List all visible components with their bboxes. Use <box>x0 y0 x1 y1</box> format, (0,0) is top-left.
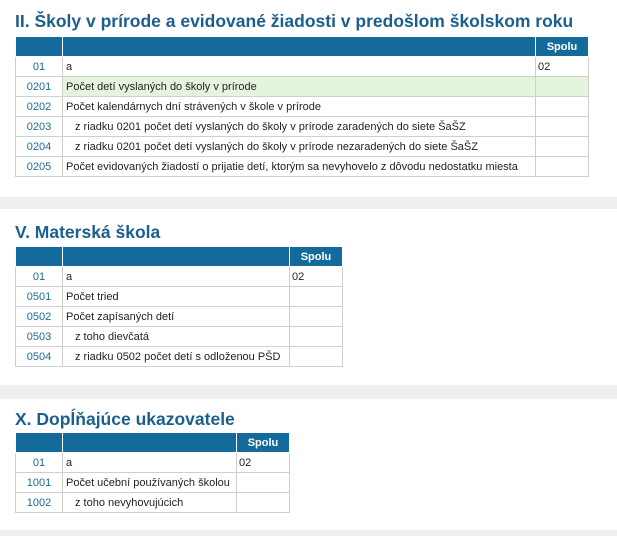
row-code: 01 <box>16 57 63 77</box>
section-title: V. Materská škola <box>15 222 161 242</box>
table-row <box>16 157 589 177</box>
data-table <box>15 246 343 367</box>
row-value-input[interactable] <box>536 97 589 117</box>
row-code[interactable]: 0502 <box>16 307 63 327</box>
header-spolu: Spolu <box>290 247 343 267</box>
row-code[interactable]: 0205 <box>16 157 63 177</box>
row-code[interactable]: 1002 <box>16 493 63 513</box>
header-label-cell <box>63 247 290 267</box>
header-spolu: Spolu <box>536 37 589 57</box>
row-code[interactable]: 0201 <box>16 77 63 97</box>
row-code[interactable]: 0204 <box>16 137 63 157</box>
header-code-cell <box>16 37 63 57</box>
row-label: a <box>63 453 237 473</box>
header-code-cell <box>16 247 63 267</box>
header-label-cell <box>63 37 536 57</box>
table-row <box>16 117 589 137</box>
table-header-row <box>16 433 290 453</box>
row-value-input[interactable] <box>290 327 343 347</box>
row-label: Počet kalendárnych dní strávených v škole v prírode <box>63 97 536 117</box>
header-code-cell <box>16 433 63 453</box>
row-label: z riadku 0201 počet detí vyslaných do školy v prírode nezaradených do siete ŠaŠZ <box>63 137 536 157</box>
row-label: z toho nevyhovujúcich <box>63 493 237 513</box>
row-label: a <box>63 57 536 77</box>
table-row <box>16 267 343 287</box>
table-row <box>16 287 343 307</box>
row-value: 02 <box>536 57 589 77</box>
row-value: 02 <box>237 453 290 473</box>
data-table <box>15 432 290 513</box>
section-skoly-v-prirode <box>0 0 617 197</box>
table-row <box>16 307 343 327</box>
row-code[interactable]: 0202 <box>16 97 63 117</box>
table-row <box>16 57 589 77</box>
table-row <box>16 473 290 493</box>
row-label: Počet zapísaných detí <box>63 307 290 327</box>
table-header-row <box>16 247 343 267</box>
row-label: z toho dievčatá <box>63 327 290 347</box>
section-title: II. Školy v prírode a evidované žiadosti v predošlom školskom roku <box>15 11 574 31</box>
table-row <box>16 97 589 117</box>
row-code[interactable]: 1001 <box>16 473 63 493</box>
section-title: X. Dopĺňajúce ukazovatele <box>15 409 235 429</box>
row-value: 02 <box>290 267 343 287</box>
row-value-input[interactable] <box>237 473 290 493</box>
table-header-row <box>16 37 589 57</box>
row-code[interactable]: 0501 <box>16 287 63 307</box>
section-materska-skola <box>0 209 617 385</box>
row-label: Počet evidovaných žiadostí o prijatie detí, ktorým sa nevyhovelo z dôvodu nedostatku miesta <box>63 157 536 177</box>
data-table <box>15 36 589 177</box>
row-value-input[interactable] <box>536 77 589 97</box>
row-value-input[interactable] <box>290 347 343 367</box>
row-code[interactable]: 0203 <box>16 117 63 137</box>
row-value-input[interactable] <box>536 157 589 177</box>
row-code: 01 <box>16 267 63 287</box>
row-value-input[interactable] <box>536 117 589 137</box>
row-label: z riadku 0201 počet detí vyslaných do školy v prírode zaradených do siete ŠaŠZ <box>63 117 536 137</box>
header-label-cell <box>63 433 237 453</box>
row-code[interactable]: 0503 <box>16 327 63 347</box>
header-spolu: Spolu <box>237 433 290 453</box>
row-label: a <box>63 267 290 287</box>
row-label: Počet tried <box>63 287 290 307</box>
table-row <box>16 137 589 157</box>
row-code: 01 <box>16 453 63 473</box>
table-row <box>16 327 343 347</box>
table-row <box>16 453 290 473</box>
row-code[interactable]: 0504 <box>16 347 63 367</box>
row-value-input[interactable] <box>536 137 589 157</box>
row-label: z riadku 0502 počet detí s odloženou PŠD <box>63 347 290 367</box>
row-value-input[interactable] <box>290 307 343 327</box>
table-row <box>16 347 343 367</box>
row-value-input[interactable] <box>290 287 343 307</box>
table-row <box>16 77 589 97</box>
row-label: Počet detí vyslaných do školy v prírode <box>63 77 536 97</box>
table-row <box>16 493 290 513</box>
row-value-input[interactable] <box>237 493 290 513</box>
row-label: Počet učební používaných školou <box>63 473 237 493</box>
section-doplnajuce-ukazovatele <box>0 399 617 530</box>
